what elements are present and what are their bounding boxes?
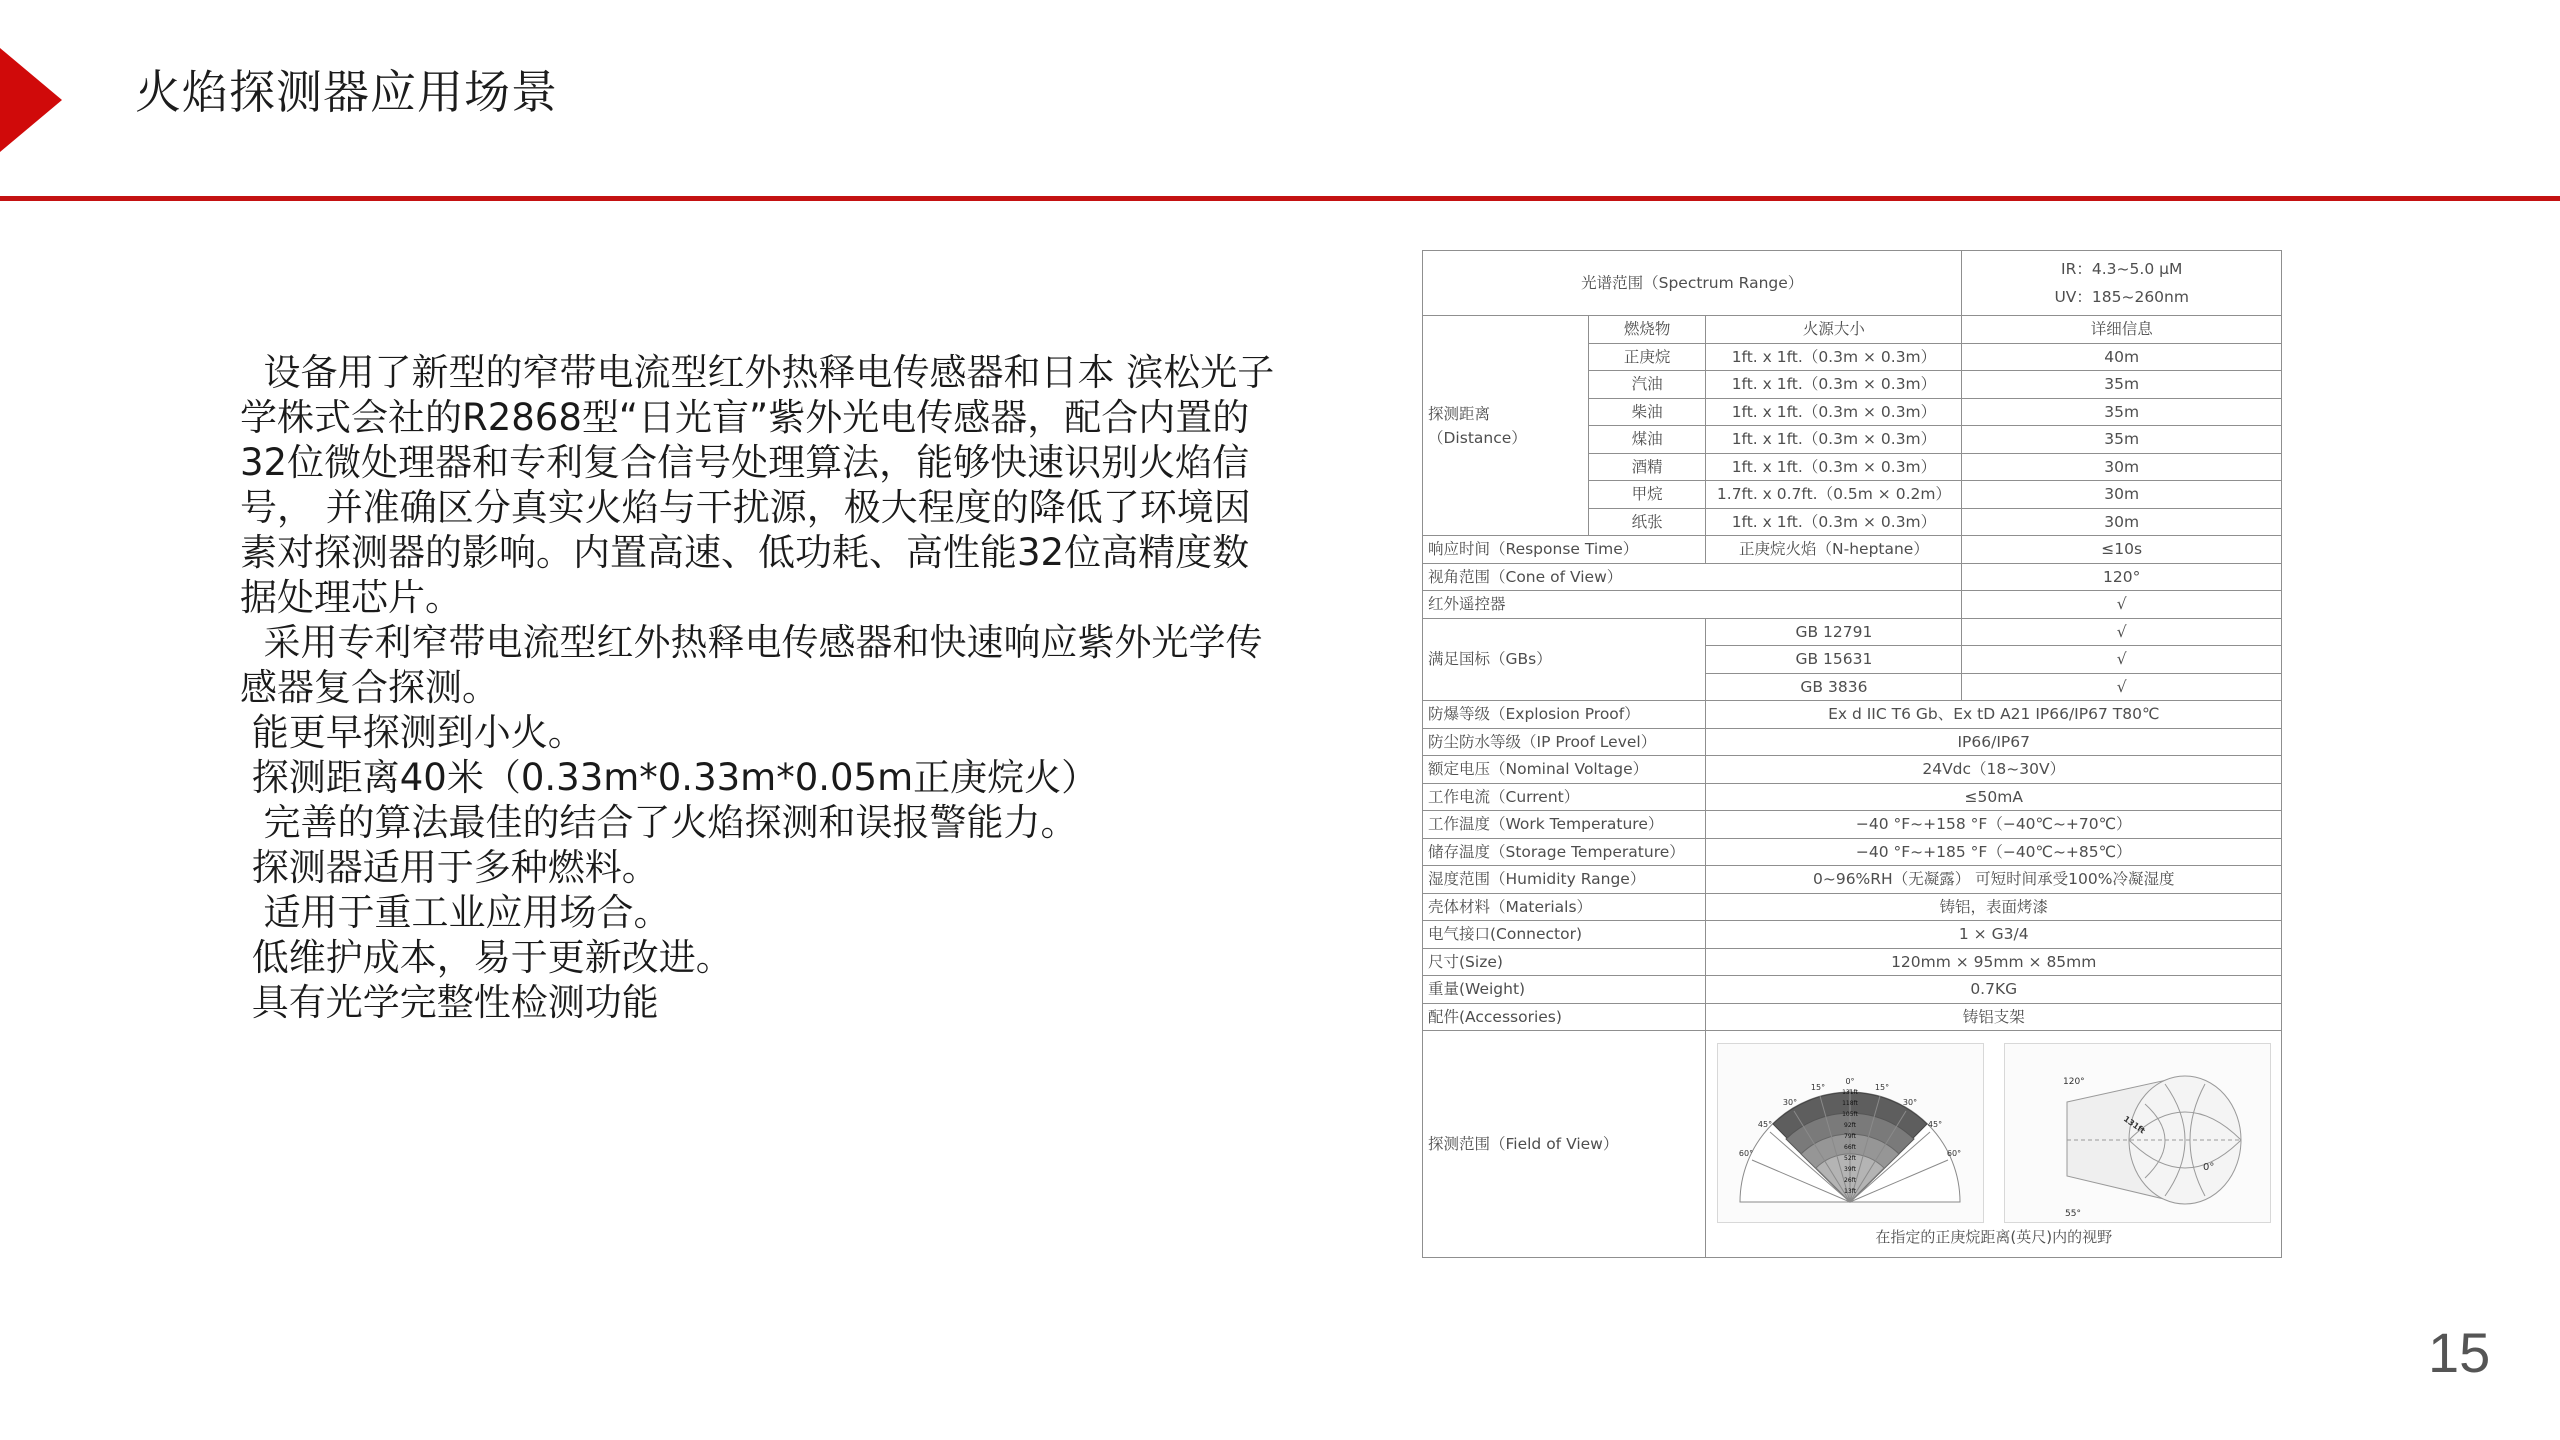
fire-size-cell: 1ft. x 1ft.（0.3m × 0.3m）: [1706, 453, 1962, 481]
table-row: [1423, 921, 2282, 949]
table-row: [1423, 251, 2282, 316]
gb-label: 满足国标（GBs）: [1423, 618, 1706, 701]
table-row: [1423, 783, 2282, 811]
table-row: [1423, 701, 2282, 729]
polar-angle-label: 45°: [1927, 1120, 1942, 1129]
fuel-cell: 汽油: [1588, 371, 1706, 399]
spectrum-value: [1962, 251, 2282, 316]
remote-value: √: [1962, 591, 2282, 619]
cone-angle-bottom-label: 55°: [2064, 1209, 2081, 1219]
slide-title: 火焰探测器应用场景: [135, 65, 558, 119]
paragraph: 能更早探测到小火。: [240, 711, 585, 754]
cone-diagram: [2004, 1043, 2271, 1223]
gb-standard: GB 12791: [1706, 618, 1962, 646]
distance-label: [1423, 316, 1589, 536]
view-label: 视角范围（Cone of View）: [1423, 563, 1962, 591]
table-row: [1423, 618, 2282, 646]
paragraph: 适用于重工业应用场合。: [240, 891, 671, 934]
spec-value: −40 °F~+158 °F（−40℃~+70℃）: [1706, 811, 2282, 839]
distance-cell: 35m: [1962, 398, 2282, 426]
table-row: [1423, 756, 2282, 784]
response-value: ≤10s: [1962, 536, 2282, 564]
spec-label: 重量(Weight): [1423, 976, 1706, 1004]
polar-distance-label: 131ft: [1841, 1089, 1858, 1096]
spec-label: 湿度范围（Humidity Range）: [1423, 866, 1706, 894]
polar-angle-label: 0°: [1845, 1077, 1855, 1086]
spec-value: 铸铝支架: [1706, 1003, 2282, 1031]
table-row: [1423, 893, 2282, 921]
page-number: 15: [2428, 1321, 2491, 1384]
gb-check: √: [1962, 618, 2282, 646]
spec-value: Ex d IIC T6 Gb、Ex tD A21 IP66/IP67 T80℃: [1706, 701, 2282, 729]
polar-angle-label: 60°: [1946, 1149, 1961, 1158]
distance-cell: 30m: [1962, 481, 2282, 509]
polar-diagram-svg: [1718, 1044, 1983, 1222]
table-row: [1423, 728, 2282, 756]
table-row: [1423, 1031, 2282, 1258]
remote-label: 红外遥控器: [1423, 591, 1962, 619]
table-row: [1423, 591, 2282, 619]
spec-value: IP66/IP67: [1706, 728, 2282, 756]
polar-diagram: [1717, 1043, 1984, 1223]
paragraph: 探测距离40米（0.33m*0.33m*0.05m正庚烷火）: [240, 756, 1099, 799]
description-text: [240, 350, 1280, 1025]
spectrum-ir: IR：4.3~5.0 μM: [2061, 260, 2183, 278]
fuel-cell: 柴油: [1588, 398, 1706, 426]
table-row: [1423, 866, 2282, 894]
spec-label: 防爆等级（Explosion Proof）: [1423, 701, 1706, 729]
spec-value: 120mm × 95mm × 85mm: [1706, 948, 2282, 976]
response-label: 响应时间（Response Time）: [1423, 536, 1706, 564]
fuel-cell: 甲烷: [1588, 481, 1706, 509]
fire-size-cell: 1.7ft. x 0.7ft.（0.5m × 0.2m）: [1706, 481, 1962, 509]
fuel-cell: 煤油: [1588, 426, 1706, 454]
distance-cell: 30m: [1962, 508, 2282, 536]
table-row: [1423, 536, 2282, 564]
spec-label: 工作温度（Work Temperature）: [1423, 811, 1706, 839]
fuel-cell: 正庚烷: [1588, 343, 1706, 371]
table-row: [1423, 316, 2282, 344]
spec-label: 尺寸(Size): [1423, 948, 1706, 976]
spec-label: 配件(Accessories): [1423, 1003, 1706, 1031]
cone-angle-label: 120°: [2062, 1077, 2085, 1087]
spec-value: 铸铝，表面烤漆: [1706, 893, 2282, 921]
paragraph: 低维护成本，易于更新改进。: [240, 936, 733, 979]
spec-value: −40 °F~+185 °F（−40℃~+85℃）: [1706, 838, 2282, 866]
fire-size-cell: 1ft. x 1ft.（0.3m × 0.3m）: [1706, 426, 1962, 454]
polar-angle-label: 60°: [1738, 1149, 1753, 1158]
cone-zero-label: 0°: [2202, 1162, 2215, 1173]
gb-standard: GB 3836: [1706, 673, 1962, 701]
paragraph: 采用专利窄带电流型红外热释电传感器和快速响应紫外光学传感器复合探测。: [240, 621, 1263, 709]
paragraph: 设备用了新型的窄带电流型红外热释电传感器和日本 滨松光子学株式会社的R2868型“日光盲”紫外光电传感器，配合内置的32位微处理器和专利复合信号处理算法，能够快速识别火焰信号， 并准确区分真实火焰与干扰源，极大程度的降低了环境因素对探测器的影响。内置高速、低功耗、高性能32位高精度数据处理芯片。: [240, 351, 1275, 619]
column-header: 详细信息: [1962, 316, 2282, 344]
column-header: 火源大小: [1706, 316, 1962, 344]
paragraph: 具有光学完整性检测功能: [240, 981, 659, 1024]
table-row: [1423, 976, 2282, 1004]
fuel-cell: 酒精: [1588, 453, 1706, 481]
distance-cell: 35m: [1962, 426, 2282, 454]
view-value: 120°: [1962, 563, 2282, 591]
spectrum-label: 光谱范围（Spectrum Range）: [1423, 251, 1962, 316]
spec-label: 电气接口(Connector): [1423, 921, 1706, 949]
fov-diagrams: [1708, 1043, 2279, 1245]
spec-value: 1 × G3/4: [1706, 921, 2282, 949]
gb-check: √: [1962, 646, 2282, 674]
spec-table: [1422, 250, 2282, 1258]
spec-value: 24Vdc（18~30V）: [1706, 756, 2282, 784]
distance-cell: 30m: [1962, 453, 2282, 481]
polar-distance-label: 26ft: [1843, 1177, 1856, 1184]
column-header: 燃烧物: [1588, 316, 1706, 344]
paragraph: 探测器适用于多种燃料。: [240, 846, 659, 889]
title-arrow-icon: [0, 48, 62, 152]
polar-distance-label: 13ft: [1843, 1188, 1856, 1195]
polar-distance-label: 39ft: [1843, 1166, 1856, 1173]
polar-distance-label: 66ft: [1843, 1144, 1856, 1151]
distance-cell: 35m: [1962, 371, 2282, 399]
spec-label: 额定电压（Nominal Voltage）: [1423, 756, 1706, 784]
gb-check: √: [1962, 673, 2282, 701]
spec-value: ≤50mA: [1706, 783, 2282, 811]
spec-label: 储存温度（Storage Temperature）: [1423, 838, 1706, 866]
fire-size-cell: 1ft. x 1ft.（0.3m × 0.3m）: [1706, 371, 1962, 399]
polar-distance-label: 118ft: [1841, 1100, 1858, 1107]
spec-label: 壳体材料（Materials）: [1423, 893, 1706, 921]
cone-diagram-svg: [2005, 1044, 2270, 1222]
table-row: [1423, 811, 2282, 839]
table-row: [1423, 1003, 2282, 1031]
polar-distance-label: 52ft: [1843, 1155, 1856, 1162]
cone-distance-label: 131ft: [2121, 1114, 2147, 1136]
polar-distance-label: 79ft: [1843, 1133, 1856, 1140]
polar-angle-label: 30°: [1902, 1098, 1917, 1107]
fire-size-cell: 1ft. x 1ft.（0.3m × 0.3m）: [1706, 508, 1962, 536]
fire-size-cell: 1ft. x 1ft.（0.3m × 0.3m）: [1706, 343, 1962, 371]
polar-angle-label: 45°: [1757, 1120, 1772, 1129]
spec-label: 工作电流（Current）: [1423, 783, 1706, 811]
table-row: [1423, 838, 2282, 866]
distance-label-cn: 探测距离: [1428, 404, 1491, 423]
fov-diagrams-cell: [1706, 1031, 2282, 1258]
table-row: [1423, 563, 2282, 591]
distance-label-en: （Distance）: [1428, 428, 1527, 447]
spec-value: 0.7KG: [1706, 976, 2282, 1004]
polar-angle-label: 30°: [1782, 1098, 1797, 1107]
paragraph: 完善的算法最佳的结合了火焰探测和误报警能力。: [240, 801, 1078, 844]
spec-value: 0~96%RH（无凝露） 可短时间承受100%冷凝湿度: [1706, 866, 2282, 894]
spec-sheet: [1422, 250, 2282, 1292]
polar-angle-label: 15°: [1810, 1083, 1825, 1092]
polar-angle-label: 15°: [1874, 1083, 1889, 1092]
fov-caption: 在指定的正庚烷距离(英尺)内的视野: [1875, 1228, 2113, 1246]
response-condition: 正庚烷火焰（N-heptane）: [1706, 536, 1962, 564]
spectrum-uv: UV：185~260nm: [2054, 288, 2189, 306]
polar-distance-label: 105ft: [1841, 1111, 1858, 1118]
fire-size-cell: 1ft. x 1ft.（0.3m × 0.3m）: [1706, 398, 1962, 426]
fuel-cell: 纸张: [1588, 508, 1706, 536]
gb-standard: GB 15631: [1706, 646, 1962, 674]
title-divider: [0, 196, 2560, 201]
distance-cell: 40m: [1962, 343, 2282, 371]
polar-distance-label: 92ft: [1843, 1122, 1856, 1129]
spec-label: 防尘防水等级（IP Proof Level）: [1423, 728, 1706, 756]
fov-label: 探测范围（Field of View）: [1423, 1031, 1706, 1258]
table-row: [1423, 948, 2282, 976]
